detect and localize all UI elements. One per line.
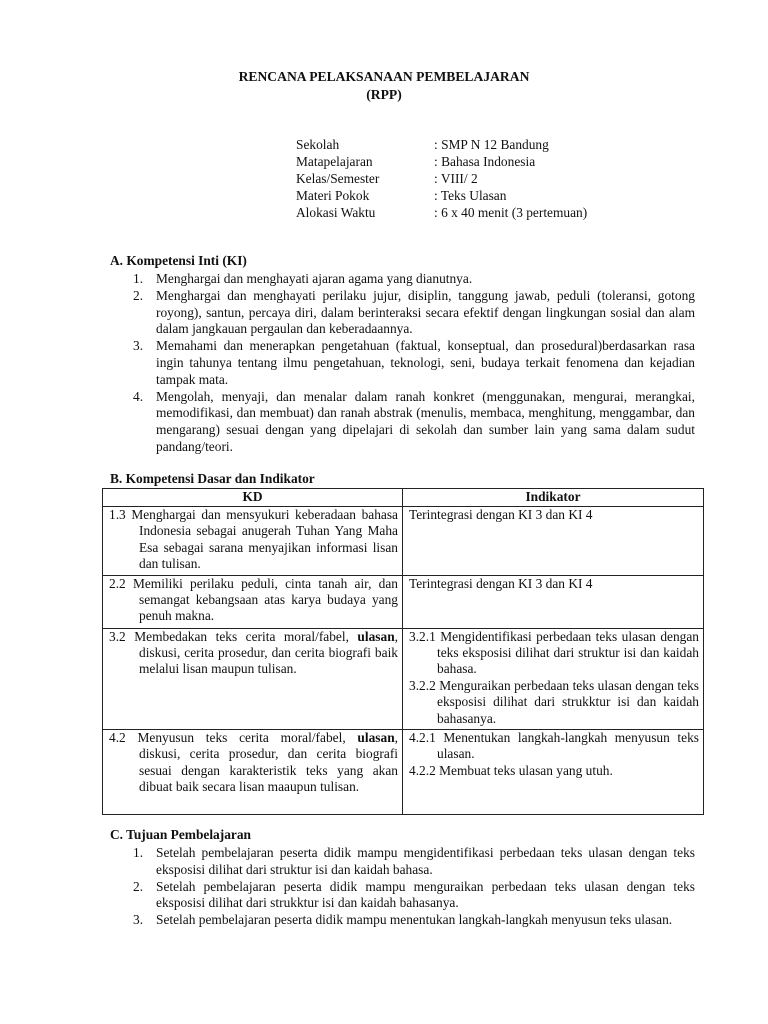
tujuan-pembelajaran-list — [125, 845, 695, 929]
item-text: Menghargai dan menghayati perilaku jujur, disiplin, tanggung jawab, peduli (toleransi, gotong royong), santun, percaya diri, dalam berinteraksi secara efektif dengan lingkungan sosial dan alam dalam jangkauan pergaulan dan keberadaannya. — [156, 287, 695, 337]
item-number: 3. — [133, 338, 144, 354]
kd-number: 3.2 — [109, 628, 135, 644]
column-header-kd: KD — [103, 489, 403, 507]
item-text: Setelah pembelajaran peserta didik mampu mengidentifikasi perbedaan teks ulasan dengan teks eksposisi dilihat dari struktur isi dan kaidah bahasa. — [156, 845, 695, 877]
kd-text: Menghargai dan mensyukuri keberadaan bahasa Indonesia sebagai anugerah Tuhan Yang Maha Esa sebagai sarana menyajikan informasi lisan dan tulisan. — [131, 507, 398, 572]
document-title: RENCANA PELAKSANAAN PEMBELAJARAN — [238, 69, 530, 84]
document-subtitle: (RPP) — [366, 87, 402, 102]
table-header-row — [103, 489, 704, 507]
list-item — [125, 271, 695, 288]
indicator-cell — [403, 730, 704, 815]
list-item — [125, 845, 695, 879]
section-c-heading: C. Tujuan Pembelajaran — [110, 827, 251, 842]
identity-row — [296, 204, 587, 221]
indicator-item: 4.2.2 Membuat teks ulasan yang utuh. — [409, 762, 613, 778]
kd-number: 2.2 — [109, 575, 133, 591]
item-text: Memahami dan menerapkan pengetahuan (faktual, konseptual, dan prosedural)berdasarkan rasa ingin tahunya tentang ilmu pengetahuan, teknologi, seni, budaya terkait fenomena dan kejadian tampak mata. — [156, 338, 695, 387]
identity-row — [296, 187, 587, 204]
kd-text: Membedakan teks cerita moral/fabel, — [134, 628, 358, 644]
identity-row — [296, 136, 587, 153]
identity-value: : SMP N 12 Bandung — [434, 137, 549, 152]
list-item — [125, 389, 695, 456]
indicator-item: 4.2.1 Menentukan langkah-langkah menyusun teks ulasan. — [409, 730, 699, 762]
list-item — [125, 912, 695, 929]
indicator-item: Terintegrasi dengan KI 3 dan KI 4 — [409, 575, 593, 591]
item-number: 2. — [133, 287, 144, 303]
kd-text: Memiliki perilaku peduli, cinta tanah air, dan semangat kebangsaan atas karya budaya yang penuh makna. — [132, 575, 398, 624]
indicator-item: 3.2.2 Menguraikan perbedaan teks ulasan dengan teks eksposisi dilihat dari strukktur isi dan kaidah bahasanya. — [409, 677, 699, 726]
indicator-item: Terintegrasi dengan KI 3 dan KI 4 — [409, 507, 593, 522]
kd-text-rest: , diskusi, cerita prosedur, dan cerita biografi sesuai dengan karakteristik teks yang akan dibuat baik secara lisan maaupun tulisan. — [139, 730, 398, 795]
kd-cell — [103, 507, 403, 576]
identity-label: Sekolah — [296, 137, 340, 152]
identity-row — [296, 170, 587, 187]
kd-text-bold: ulasan — [357, 628, 395, 644]
indicator-cell — [403, 507, 704, 576]
identity-value: : Bahasa Indonesia — [434, 154, 536, 169]
list-item — [125, 288, 695, 338]
kd-cell — [103, 628, 403, 729]
identity-label: Matapelajaran — [296, 154, 373, 169]
indicator-cell — [403, 575, 704, 628]
list-item — [125, 338, 695, 388]
table-row — [103, 575, 704, 628]
kompetensi-inti-list — [125, 271, 695, 456]
identity-label: Alokasi Waktu — [296, 205, 376, 220]
identity-block — [296, 136, 587, 221]
column-header-indikator: Indikator — [403, 489, 704, 507]
kd-text-rest: , diskusi, cerita prosedur, dan cerita biografi baik melalui lisan maupun tulisan. — [139, 628, 398, 677]
kd-number: 1.3 — [109, 507, 132, 522]
kd-text-bold: ulasan — [357, 730, 395, 746]
item-number: 4. — [133, 388, 144, 404]
table-row — [103, 730, 704, 815]
item-text: Menghargai dan menghayati ajaran agama yang dianutnya. — [156, 271, 473, 286]
kd-cell — [103, 575, 403, 628]
table-row — [103, 628, 704, 729]
item-text: Mengolah, menyaji, dan menalar dalam ranah konkret (menggunakan, mengurai, merangkai, memodifikasi, dan membuat) dan ranah abstrak (menulis, membaca, menghitung, menggambar, dan mengarang) sesuai dengan yang dipelajari di sekolah dan sumber lain yang sama dalam sudut pandang/teori. — [156, 388, 695, 454]
section-b-heading: B. Kompetensi Dasar dan Indikator — [110, 471, 315, 486]
item-text: Setelah pembelajaran peserta didik mampu menguraikan perbedaan teks ulasan dengan teks eksposisi dilihat dari strukktur isi dan kaidah bahasanya. — [156, 878, 695, 911]
list-item — [125, 879, 695, 913]
item-number: 2. — [133, 878, 144, 894]
item-text: Setelah pembelajaran peserta didik mampu menentukan langkah-langkah menyusun teks ulasan. — [156, 912, 673, 928]
item-number: 3. — [133, 912, 144, 928]
indicator-item: 3.2.1 Mengidentifikasi perbedaan teks ulasan dengan teks eksposisi dilihat dari struktur isi dan kaidah bahasa. — [409, 628, 699, 677]
kd-cell — [103, 730, 403, 815]
kd-number: 4.2 — [109, 730, 138, 746]
kd-text: Menyusun teks cerita moral/fabel, — [137, 730, 358, 746]
identity-value: : Teks Ulasan — [434, 188, 507, 203]
section-a-heading: A. Kompetensi Inti (KI) — [110, 253, 247, 268]
item-number: 1. — [133, 271, 144, 286]
kd-indicator-table — [102, 488, 704, 815]
table-row — [103, 507, 704, 576]
identity-label: Kelas/Semester — [296, 171, 380, 186]
item-number: 1. — [133, 845, 144, 860]
indicator-cell — [403, 628, 704, 729]
identity-value: : VIII/ 2 — [434, 171, 478, 186]
identity-row — [296, 153, 587, 170]
identity-value: : 6 x 40 menit (3 pertemuan) — [434, 205, 588, 220]
identity-label: Materi Pokok — [296, 188, 370, 203]
